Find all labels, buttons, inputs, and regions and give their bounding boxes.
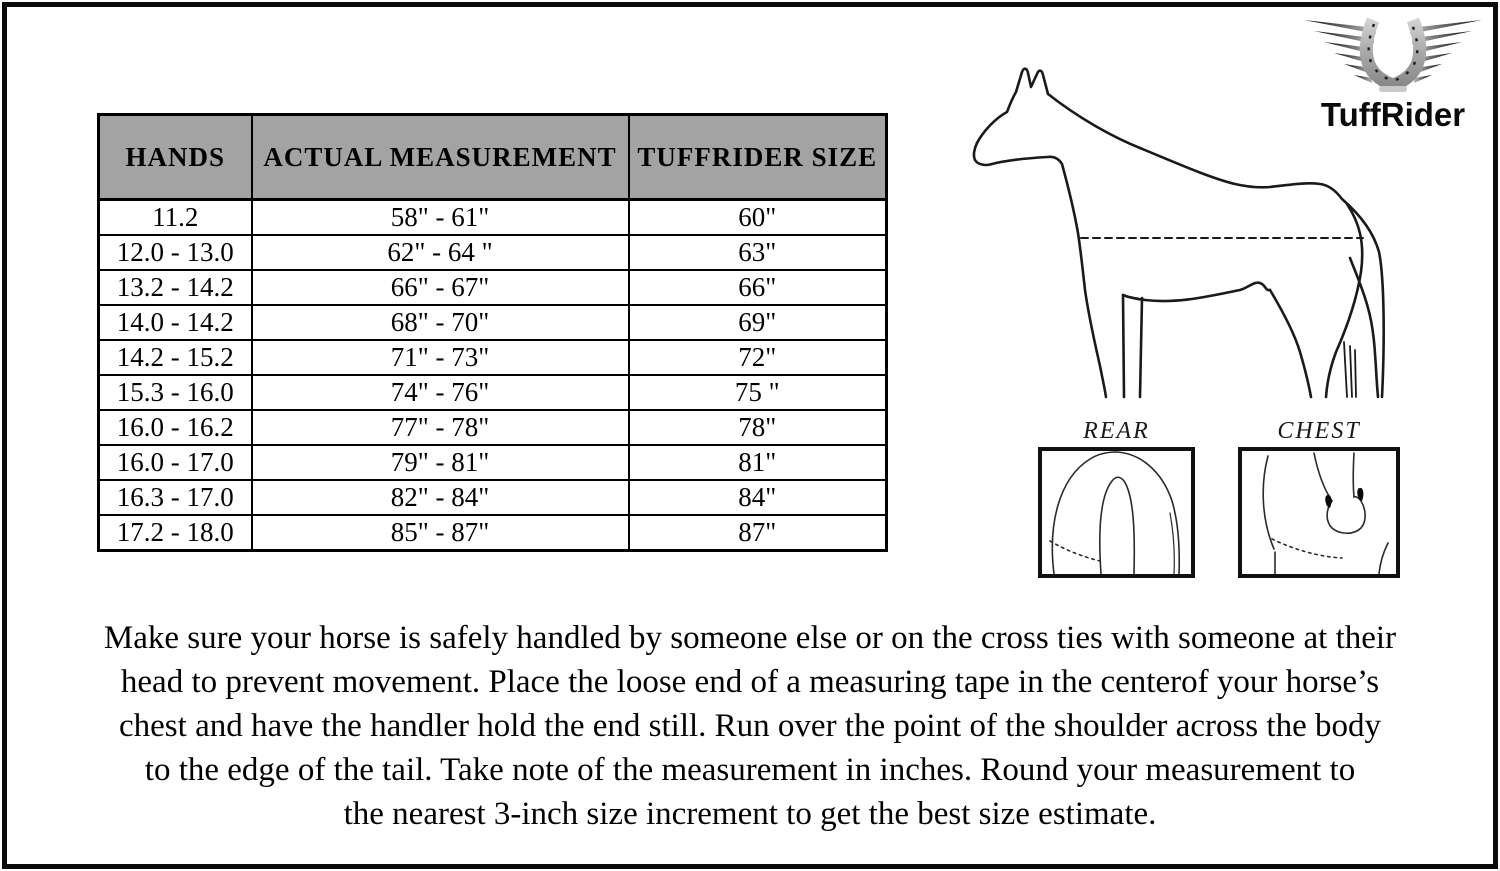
table-row bbox=[99, 305, 887, 340]
instruction-line: Make sure your horse is safely handled by someone else or on the cross ties with someone at their bbox=[103, 620, 1397, 656]
horse-underline bbox=[974, 143, 1106, 397]
table-body bbox=[99, 200, 887, 551]
horse-front-leg bbox=[1123, 295, 1124, 397]
column-header: ACTUAL MEASUREMENT bbox=[252, 115, 629, 200]
table-row bbox=[99, 340, 887, 375]
table-cell: 16.0 - 17.0 bbox=[99, 445, 252, 480]
table-cell: 82" - 84" bbox=[252, 480, 629, 515]
table-cell: 85" - 87" bbox=[252, 515, 629, 551]
table-cell: 11.2 bbox=[99, 200, 252, 236]
horseshoe-logo bbox=[1300, 14, 1486, 134]
table-cell: 75 " bbox=[629, 375, 887, 410]
instructions-paragraph bbox=[30, 616, 1470, 836]
chest-figure bbox=[1238, 447, 1400, 578]
table-row bbox=[99, 235, 887, 270]
instruction-line: chest and have the handler hold the end still. Run over the point of the shoulder across the body bbox=[119, 708, 1381, 744]
table-row bbox=[99, 410, 887, 445]
table-cell: 66" bbox=[629, 270, 887, 305]
table-row bbox=[99, 200, 887, 236]
table-header-row bbox=[99, 115, 887, 200]
table-cell: 66" - 67" bbox=[252, 270, 629, 305]
table-row bbox=[99, 375, 887, 410]
table-cell: 71" - 73" bbox=[252, 340, 629, 375]
table-cell: 13.2 - 14.2 bbox=[99, 270, 252, 305]
horse-rump-line bbox=[1326, 204, 1362, 397]
table-cell: 69" bbox=[629, 305, 887, 340]
chest-label: CHEST bbox=[1277, 418, 1361, 444]
table-cell: 68" - 70" bbox=[252, 305, 629, 340]
horse-tail-strand bbox=[1344, 342, 1347, 397]
horse-belly-line bbox=[1123, 283, 1270, 301]
table-cell: 74" - 76" bbox=[252, 375, 629, 410]
rear-figure bbox=[1038, 447, 1195, 578]
table-row bbox=[99, 270, 887, 305]
column-header: HANDS bbox=[99, 115, 252, 200]
table-cell: 63" bbox=[629, 235, 887, 270]
table-cell: 79" - 81" bbox=[252, 445, 629, 480]
table-cell: 17.2 - 18.0 bbox=[99, 515, 252, 551]
table-cell: 72" bbox=[629, 340, 887, 375]
table-cell: 58" - 61" bbox=[252, 200, 629, 236]
chest-view-drawing bbox=[1242, 451, 1396, 574]
rear-label: REAR bbox=[1083, 418, 1150, 444]
column-header: TUFFRIDER SIZE bbox=[629, 115, 887, 200]
horse-front-leg bbox=[1140, 298, 1142, 397]
table-cell: 12.0 - 13.0 bbox=[99, 235, 252, 270]
table-cell: 14.0 - 14.2 bbox=[99, 305, 252, 340]
table-cell: 81" bbox=[629, 445, 887, 480]
table-cell: 78" bbox=[629, 410, 887, 445]
table-cell: 84" bbox=[629, 480, 887, 515]
winged-horseshoe-icon bbox=[1300, 14, 1486, 94]
instruction-line: to the edge of the tail. Take note of the measurement in inches. Round your measurement to bbox=[144, 752, 1356, 788]
table-cell: 77" - 78" bbox=[252, 410, 629, 445]
table-cell: 60" bbox=[629, 200, 887, 236]
table-row bbox=[99, 515, 887, 551]
table-cell: 62" - 64 " bbox=[252, 235, 629, 270]
table-cell: 16.3 - 17.0 bbox=[99, 480, 252, 515]
table-row bbox=[99, 445, 887, 480]
table-cell: 16.0 - 16.2 bbox=[99, 410, 252, 445]
horse-hind-leg bbox=[1270, 290, 1311, 397]
table-cell: 87" bbox=[629, 515, 887, 551]
size-chart-table bbox=[97, 113, 888, 552]
horse-tail-inner bbox=[1350, 258, 1378, 397]
horse-tail-strand bbox=[1350, 346, 1352, 397]
brand-name: TuffRider bbox=[1320, 96, 1466, 133]
table-cell: 14.2 - 15.2 bbox=[99, 340, 252, 375]
rear-view-drawing bbox=[1042, 451, 1191, 574]
horse-tail-strand bbox=[1355, 350, 1356, 397]
table-row bbox=[99, 480, 887, 515]
instruction-line: head to prevent movement. Place the loose end of a measuring tape in the centerof your horse’s bbox=[120, 664, 1380, 700]
instruction-line: the nearest 3-inch size increment to get the best size estimate. bbox=[343, 796, 1157, 832]
table-cell: 15.3 - 16.0 bbox=[99, 375, 252, 410]
